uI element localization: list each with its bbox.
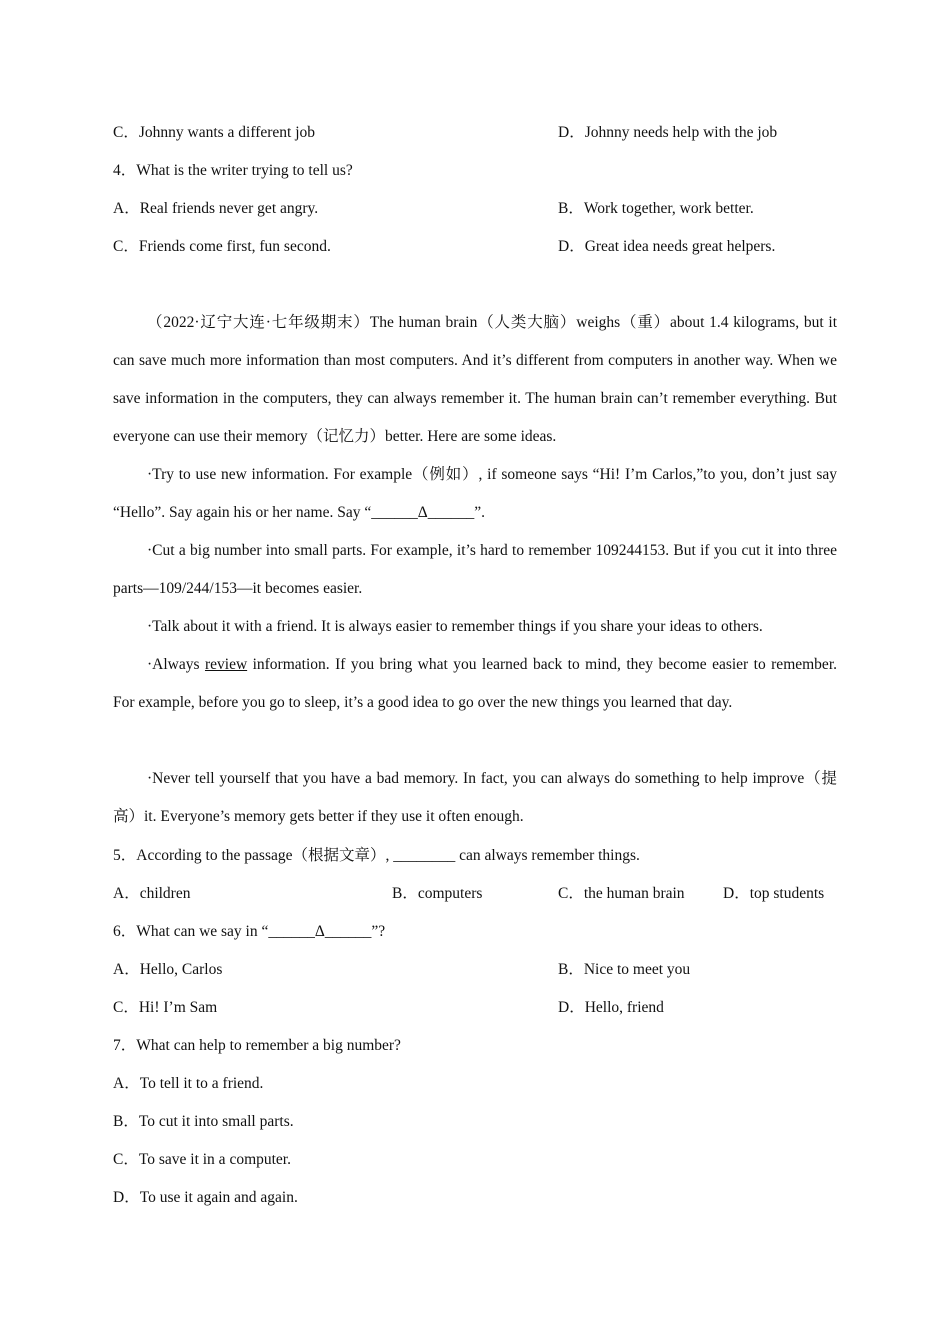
q4-options-row-1 bbox=[113, 199, 754, 219]
q6-option-d: D．Hello, friend bbox=[558, 999, 664, 1016]
passage-tip-5: ·Never tell yourself that you have a bad memory. In fact, you can always do something to help improve（提高）it. Everyone’s memory gets better if they use it often enough. bbox=[113, 770, 837, 825]
q5-option-c: C．the human brain bbox=[558, 885, 685, 902]
q7-option-a: A．To tell it to a friend. bbox=[113, 1075, 264, 1092]
q7-option-c: C．To save it in a computer. bbox=[113, 1151, 291, 1168]
tip-4-prefix: ·Always bbox=[147, 656, 205, 673]
q5-option-d: D．top students bbox=[723, 885, 825, 902]
q7-option-d: D．To use it again and again. bbox=[113, 1189, 298, 1206]
q5-option-b: B．computers bbox=[392, 885, 483, 902]
q7-option-b: B．To cut it into small parts. bbox=[113, 1113, 294, 1130]
q6-option-a: A．Hello, Carlos bbox=[113, 961, 223, 978]
q4-options-row-2 bbox=[113, 237, 776, 257]
q6-option-c: C．Hi! I’m Sam bbox=[113, 999, 218, 1016]
passage-tip-2: ·Cut a big number into small parts. For example, it’s hard to remember 109244153. But if you cut it into three parts—109/244/153—it becomes easier. bbox=[113, 542, 837, 597]
q6-option-b: B．Nice to meet you bbox=[558, 961, 691, 978]
q6-options-row-1 bbox=[113, 960, 691, 980]
q4-option-b: B．Work together, work better. bbox=[558, 200, 754, 217]
q5-question: 5．According to the passage（根据文章）, ________ can always remember things. bbox=[113, 847, 640, 864]
passage-tip-3: ·Talk about it with a friend. It is always easier to remember things if you share your ideas to others. bbox=[147, 618, 763, 635]
q4-option-d: D．Great idea needs great helpers. bbox=[558, 238, 776, 255]
q5-option-a: A．children bbox=[113, 885, 191, 902]
tip-4-rest: information. If you bring what you learned back to mind, they become easier to remember. For example, before you go to sleep, it’s a good idea to go over the new things you learned that day. bbox=[113, 656, 837, 711]
q4-option-a: A．Real friends never get angry. bbox=[113, 200, 319, 217]
passage-intro: （2022·辽宁大连·七年级期末）The human brain（人类大脑）weighs（重）about 1.4 kilograms, but it can save much more information than most computers. And it’s different from computers in another way. When we save information in the computers, they can always remember it. The human brain can’t remember everything. But everyone can use their memory（记忆力）better. Here are some ideas. bbox=[113, 314, 837, 445]
q3-option-c: C．Johnny wants a different job bbox=[113, 124, 316, 141]
q5-options-row bbox=[113, 884, 825, 904]
q4-question: 4．What is the writer trying to tell us? bbox=[113, 162, 353, 179]
passage-tip-1: ·Try to use new information. For example（例如）, if someone says “Hi! I’m Carlos,”to you, don’t just say “Hello”. Say again his or her name. Say “______Δ______”. bbox=[113, 466, 837, 521]
underlined-word-review: review bbox=[204, 656, 248, 673]
q3-option-d: D．Johnny needs help with the job bbox=[558, 124, 778, 141]
q3-options-row bbox=[113, 123, 778, 143]
q4-option-c: C．Friends come first, fun second. bbox=[113, 238, 331, 255]
q6-options-row-2 bbox=[113, 998, 664, 1018]
q7-question: 7．What can help to remember a big number? bbox=[113, 1037, 401, 1054]
passage-tip-4 bbox=[113, 646, 837, 722]
q6-question: 6．What can we say in “______Δ______”? bbox=[113, 923, 386, 940]
